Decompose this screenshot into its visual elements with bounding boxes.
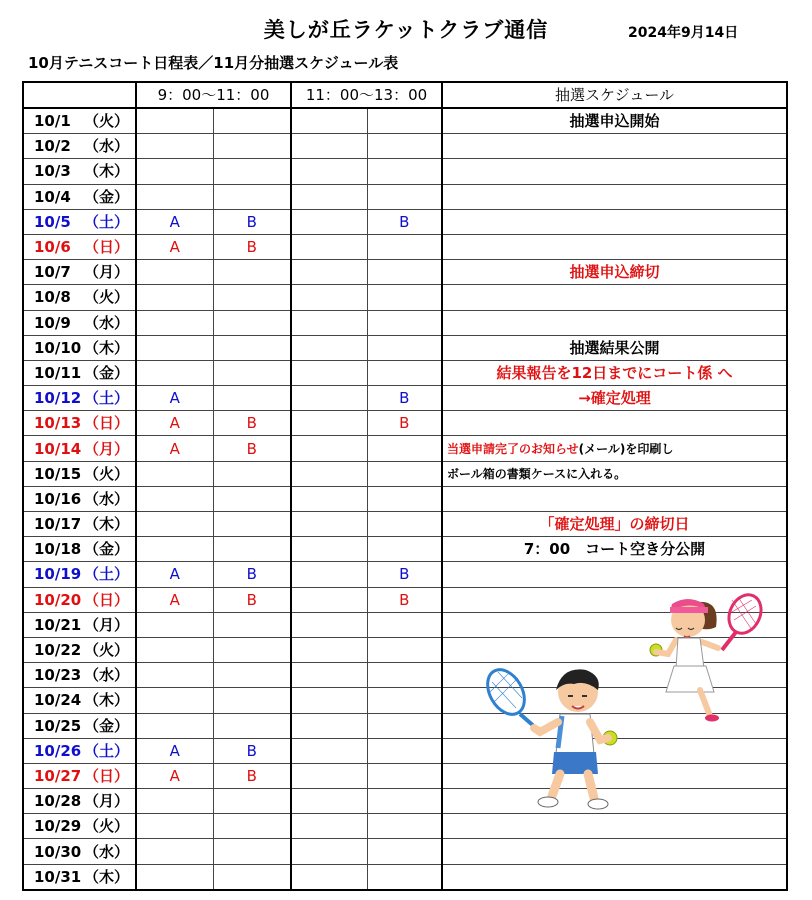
weekday-label: （木） (84, 691, 130, 710)
table-row (23, 763, 787, 788)
court-slot-cell (213, 864, 291, 890)
court-slot-cell (136, 688, 213, 713)
court-slot-cell (136, 335, 213, 360)
court-slot-cell (136, 360, 213, 385)
court-slot-cell (291, 637, 367, 662)
court-slot-cell (291, 108, 367, 134)
weekday-label: （日） (84, 590, 130, 609)
court-slot-cell: A (136, 562, 213, 587)
court-slot-cell (136, 713, 213, 738)
lottery-note-cell (442, 310, 787, 335)
lottery-note-cell: 結果報告を12日までにコート係 へ (442, 360, 787, 385)
lottery-note-cell (442, 234, 787, 259)
lottery-note-cell (442, 134, 787, 159)
court-slot-cell (367, 537, 442, 562)
date-label: 10/15 (34, 464, 82, 483)
table-row (23, 864, 787, 890)
date-cell (23, 134, 136, 159)
table-row (23, 789, 787, 814)
lottery-note-cell: 抽選結果公開 (442, 335, 787, 360)
date-cell (23, 839, 136, 864)
court-slot-cell: A (136, 763, 213, 788)
table-row (23, 461, 787, 486)
court-slot-cell (136, 159, 213, 184)
court-slot-cell (213, 108, 291, 134)
court-slot-cell (213, 134, 291, 159)
lottery-note-cell (442, 159, 787, 184)
court-slot-cell (136, 789, 213, 814)
court-slot-cell: B (213, 587, 291, 612)
date-cell (23, 234, 136, 259)
court-slot-cell (367, 763, 442, 788)
date-cell (23, 310, 136, 335)
court-slot-cell (291, 335, 367, 360)
weekday-label: （木） (84, 515, 130, 534)
date-label: 10/2 (34, 137, 71, 156)
date-label: 10/24 (34, 691, 82, 710)
date-label: 10/10 (34, 338, 82, 357)
date-label: 10/25 (34, 716, 82, 735)
tennis-girl-illustration (640, 592, 765, 722)
court-slot-cell: A (136, 234, 213, 259)
court-slot-cell (367, 360, 442, 385)
court-slot-cell (367, 814, 442, 839)
court-slot-cell: B (367, 411, 442, 436)
lottery-note-cell (442, 436, 787, 461)
note-part: 当選申請完了のお知らせ (447, 441, 579, 456)
date-cell (23, 789, 136, 814)
court-slot-cell (291, 159, 367, 184)
table-row (23, 234, 787, 259)
table-row (23, 134, 787, 159)
court-slot-cell (367, 839, 442, 864)
court-slot-cell (136, 134, 213, 159)
court-slot-cell (213, 789, 291, 814)
weekday-label: （木） (84, 338, 130, 357)
court-slot-cell (291, 486, 367, 511)
court-slot-cell (291, 234, 367, 259)
date-label: 10/5 (34, 212, 71, 231)
court-slot-cell: A (136, 209, 213, 234)
court-slot-cell (136, 461, 213, 486)
court-slot-cell (213, 386, 291, 411)
note-part: (メール) (578, 441, 626, 456)
court-slot-cell (136, 612, 213, 637)
table-row (23, 108, 787, 134)
date-cell (23, 688, 136, 713)
header-date-cell (23, 82, 136, 108)
date-cell (23, 411, 136, 436)
date-label: 10/13 (34, 414, 82, 433)
court-slot-cell (136, 864, 213, 890)
weekday-label: （火） (84, 817, 130, 836)
court-slot-cell (136, 260, 213, 285)
date-label: 10/27 (34, 766, 82, 785)
date-label: 10/18 (34, 540, 82, 559)
date-cell (23, 486, 136, 511)
court-slot-cell (367, 612, 442, 637)
table-row (23, 260, 787, 285)
court-slot-cell (291, 461, 367, 486)
court-slot-cell (136, 537, 213, 562)
court-slot-cell: B (213, 562, 291, 587)
court-slot-cell (213, 310, 291, 335)
date-label: 10/11 (34, 363, 82, 382)
court-slot-cell: B (367, 209, 442, 234)
table-row (23, 285, 787, 310)
court-slot-cell (367, 260, 442, 285)
weekday-label: （月） (84, 439, 130, 458)
court-slot-cell (213, 713, 291, 738)
court-slot-cell: B (367, 562, 442, 587)
court-slot-cell (213, 839, 291, 864)
court-slot-cell (367, 738, 442, 763)
table-row (23, 486, 787, 511)
court-slot-cell (367, 108, 442, 134)
weekday-label: （木） (84, 867, 130, 886)
court-slot-cell (367, 184, 442, 209)
date-cell (23, 713, 136, 738)
court-slot-cell (291, 587, 367, 612)
table-header-row (23, 82, 787, 108)
lottery-note-cell (442, 411, 787, 436)
court-slot-cell (291, 713, 367, 738)
court-slot-cell (213, 461, 291, 486)
date-label: 10/12 (34, 389, 82, 408)
note-part: を印刷し (625, 441, 674, 456)
court-slot-cell: B (213, 411, 291, 436)
date-cell (23, 209, 136, 234)
date-cell (23, 587, 136, 612)
weekday-label: （水） (84, 842, 130, 861)
table-row (23, 360, 787, 385)
court-slot-cell: A (136, 386, 213, 411)
court-slot-cell (367, 335, 442, 360)
weekday-label: （金） (84, 716, 130, 735)
date-cell (23, 763, 136, 788)
header-lottery-schedule: 抽選スケジュール (442, 82, 787, 108)
date-cell (23, 512, 136, 537)
court-slot-cell: B (213, 209, 291, 234)
date-label: 10/29 (34, 817, 82, 836)
date-label: 10/7 (34, 263, 71, 282)
court-slot-cell (291, 738, 367, 763)
date-label: 10/19 (34, 565, 82, 584)
court-slot-cell (291, 360, 367, 385)
weekday-label: （火） (84, 641, 130, 660)
court-slot-cell (291, 612, 367, 637)
date-label: 10/16 (34, 489, 82, 508)
date-cell (23, 562, 136, 587)
weekday-label: （水） (84, 666, 130, 685)
table-row (23, 159, 787, 184)
court-slot-cell (367, 310, 442, 335)
weekday-label: （木） (84, 162, 130, 181)
weekday-label: （日） (84, 766, 130, 785)
lottery-note-cell: 「確定処理」の締切日 (442, 512, 787, 537)
court-slot-cell: B (367, 386, 442, 411)
court-slot-cell (291, 763, 367, 788)
court-slot-cell (291, 537, 367, 562)
court-slot-cell: B (213, 763, 291, 788)
court-slot-cell (213, 512, 291, 537)
weekday-label: （水） (84, 313, 130, 332)
weekday-label: （水） (84, 489, 130, 508)
date-cell (23, 436, 136, 461)
lottery-note-cell (442, 864, 787, 890)
table-row (23, 814, 787, 839)
court-slot-cell (213, 285, 291, 310)
table-row (23, 738, 787, 763)
court-slot-cell: A (136, 587, 213, 612)
court-slot-cell (213, 360, 291, 385)
court-slot-cell (213, 159, 291, 184)
court-slot-cell (136, 184, 213, 209)
date-cell (23, 663, 136, 688)
date-label: 10/17 (34, 515, 82, 534)
date-label: 10/8 (34, 288, 71, 307)
date-label: 10/3 (34, 162, 71, 181)
court-slot-cell (291, 562, 367, 587)
court-slot-cell (291, 839, 367, 864)
court-slot-cell (136, 663, 213, 688)
court-slot-cell: A (136, 436, 213, 461)
table-row (23, 310, 787, 335)
court-slot-cell (136, 486, 213, 511)
date-cell (23, 537, 136, 562)
table-row (23, 184, 787, 209)
date-label: 10/30 (34, 842, 82, 861)
court-slot-cell (136, 285, 213, 310)
schedule-subtitle: 10月テニスコート日程表／11月分抽選スケジュール表 (28, 54, 399, 72)
schedule-table (22, 81, 788, 891)
court-slot-cell (367, 234, 442, 259)
weekday-label: （火） (84, 112, 130, 131)
court-slot-cell (291, 285, 367, 310)
court-slot-cell (136, 310, 213, 335)
header-slot-morning: 9：00〜11：00 (136, 82, 291, 108)
lottery-note-cell: 抽選申込開始 (442, 108, 787, 134)
court-slot-cell (367, 688, 442, 713)
court-slot-cell (291, 789, 367, 814)
court-slot-cell (367, 486, 442, 511)
lottery-note-cell: 抽選申込締切 (442, 260, 787, 285)
court-slot-cell (291, 688, 367, 713)
court-slot-cell (213, 335, 291, 360)
date-label: 10/23 (34, 666, 82, 685)
court-slot-cell (367, 461, 442, 486)
court-slot-cell (213, 184, 291, 209)
weekday-label: （金） (84, 540, 130, 559)
lottery-note-cell: ボール箱の書類ケースに入れる。 (442, 461, 787, 486)
weekday-label: （土） (84, 389, 130, 408)
table-row (23, 562, 787, 587)
weekday-label: （月） (84, 263, 130, 282)
court-slot-cell (136, 512, 213, 537)
weekday-label: （日） (84, 238, 130, 257)
date-label: 10/20 (34, 590, 82, 609)
date-label: 10/6 (34, 238, 71, 257)
table-row (23, 512, 787, 537)
lottery-note-cell (442, 562, 787, 587)
court-slot-cell (213, 612, 291, 637)
court-slot-cell (367, 637, 442, 662)
date-cell (23, 184, 136, 209)
court-slot-cell: A (136, 738, 213, 763)
court-slot-cell (291, 209, 367, 234)
lottery-note-cell: →確定処理 (442, 386, 787, 411)
court-slot-cell (291, 814, 367, 839)
date-cell (23, 360, 136, 385)
lottery-note-cell (442, 285, 787, 310)
table-row (23, 411, 787, 436)
date-label: 10/9 (34, 313, 71, 332)
date-cell (23, 738, 136, 763)
court-slot-cell (291, 184, 367, 209)
court-slot-cell (367, 159, 442, 184)
date-label: 10/26 (34, 741, 82, 760)
court-slot-cell (291, 411, 367, 436)
court-slot-cell (291, 663, 367, 688)
court-slot-cell: B (367, 587, 442, 612)
weekday-label: （日） (84, 414, 130, 433)
tennis-boy-illustration (482, 662, 632, 822)
date-label: 10/28 (34, 792, 82, 811)
court-slot-cell (213, 537, 291, 562)
court-slot-cell (213, 688, 291, 713)
court-slot-cell: B (213, 436, 291, 461)
court-slot-cell (213, 260, 291, 285)
court-slot-cell (213, 663, 291, 688)
court-slot-cell (136, 839, 213, 864)
court-slot-cell (291, 512, 367, 537)
date-label: 10/14 (34, 439, 82, 458)
court-slot-cell: A (136, 411, 213, 436)
date-cell (23, 108, 136, 134)
date-cell (23, 335, 136, 360)
court-slot-cell (291, 386, 367, 411)
court-slot-cell (136, 814, 213, 839)
weekday-label: （水） (84, 137, 130, 156)
court-slot-cell (367, 436, 442, 461)
date-cell (23, 612, 136, 637)
date-label: 10/4 (34, 187, 71, 206)
weekday-label: （月） (84, 792, 130, 811)
weekday-label: （金） (84, 363, 130, 382)
court-slot-cell (213, 486, 291, 511)
court-slot-cell (291, 260, 367, 285)
table-row (23, 386, 787, 411)
court-slot-cell (213, 814, 291, 839)
date-cell (23, 159, 136, 184)
table-row (23, 839, 787, 864)
date-cell (23, 814, 136, 839)
court-slot-cell (136, 637, 213, 662)
court-slot-cell (367, 134, 442, 159)
court-slot-cell (367, 864, 442, 890)
lottery-note-cell (442, 184, 787, 209)
lottery-note-cell (442, 839, 787, 864)
weekday-label: （火） (84, 288, 130, 307)
court-slot-cell (367, 713, 442, 738)
court-slot-cell (367, 789, 442, 814)
issue-date: 2024年9月14日 (628, 25, 739, 41)
date-cell (23, 285, 136, 310)
court-slot-cell (291, 864, 367, 890)
weekday-label: （月） (84, 615, 130, 634)
lottery-note-cell (442, 209, 787, 234)
court-slot-cell (367, 285, 442, 310)
date-label: 10/1 (34, 112, 71, 131)
court-slot-cell (291, 436, 367, 461)
lottery-note-cell: 7：00 コート空き分公開 (442, 537, 787, 562)
date-cell (23, 461, 136, 486)
table-row (23, 537, 787, 562)
table-row (23, 436, 787, 461)
court-slot-cell (367, 663, 442, 688)
court-slot-cell (367, 512, 442, 537)
court-slot-cell (291, 134, 367, 159)
weekday-label: （土） (84, 741, 130, 760)
court-slot-cell: B (213, 738, 291, 763)
date-label: 10/31 (34, 867, 82, 886)
weekday-label: （土） (84, 212, 130, 231)
lottery-note-cell (442, 486, 787, 511)
date-cell (23, 386, 136, 411)
table-row (23, 209, 787, 234)
date-cell (23, 260, 136, 285)
court-slot-cell (291, 310, 367, 335)
date-cell (23, 637, 136, 662)
court-slot-cell (136, 108, 213, 134)
court-slot-cell (213, 637, 291, 662)
date-cell (23, 864, 136, 890)
table-row (23, 335, 787, 360)
weekday-label: （土） (84, 565, 130, 584)
date-label: 10/21 (34, 615, 82, 634)
page-title: 美しが丘ラケットクラブ通信 (263, 18, 549, 42)
header-slot-midday: 11：00〜13：00 (291, 82, 442, 108)
weekday-label: （金） (84, 187, 130, 206)
court-slot-cell: B (213, 234, 291, 259)
date-label: 10/22 (34, 641, 82, 660)
weekday-label: （火） (84, 464, 130, 483)
